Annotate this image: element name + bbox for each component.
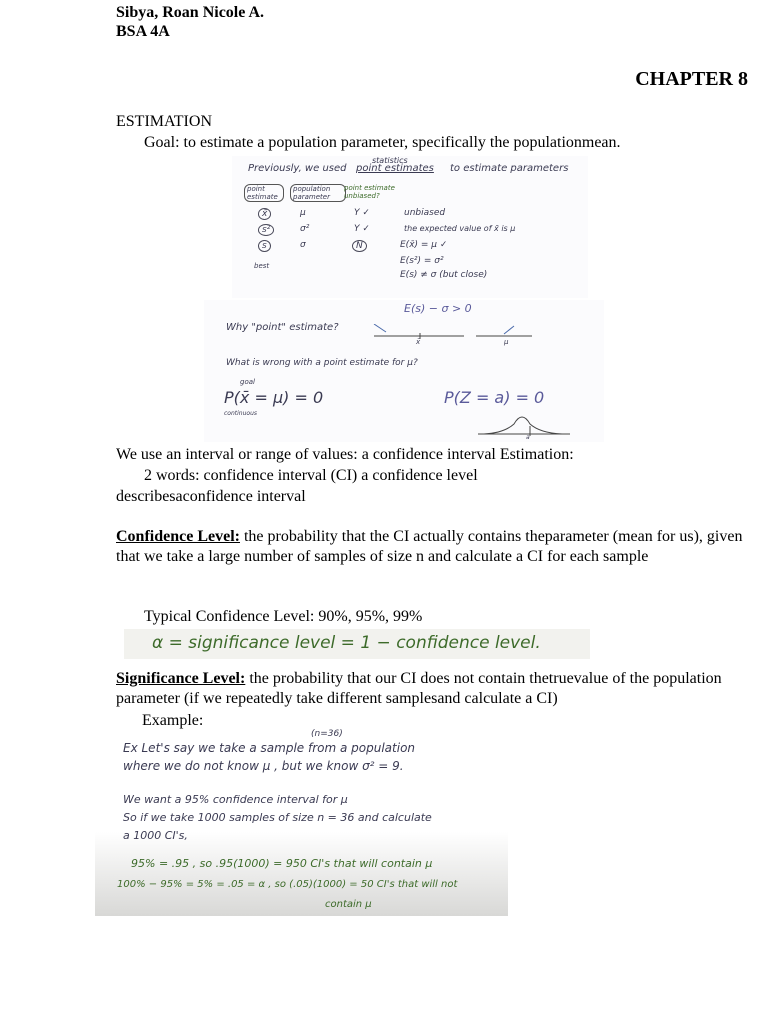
handwritten-alpha-formula <box>124 629 590 659</box>
note-symbol: best <box>254 262 270 270</box>
note-symbol: σ <box>300 240 306 250</box>
example-line: 95% = .95 , so .95(1000) = 950 CI's that will contain μ <box>131 857 433 870</box>
significance-level-definition: the probability that our CI does not contain thetruevalue of the population parameter (if we repeatedly take different samplesand calculate a CI) <box>116 670 722 707</box>
note-symbol: σ² <box>300 224 310 234</box>
note-symbol: E(x̄) = μ ✓ <box>400 240 448 250</box>
interval-line-2: 2 words: confidence interval (CI) a confidence level <box>144 467 478 484</box>
note-equation: P(Z = a) = 0 <box>444 388 545 407</box>
note-col-label: point estimate <box>244 184 284 202</box>
note-line: to estimate parameters <box>450 163 569 174</box>
note-tag: continuous <box>224 410 257 417</box>
estimation-heading: ESTIMATION <box>116 113 212 130</box>
note-symbol: μ <box>300 208 306 218</box>
handwritten-note-point-estimates <box>232 156 588 298</box>
interval-line-3: describesaconfidence interval <box>116 488 306 505</box>
student-name: Sibya, Roan Nicole A. <box>116 4 265 21</box>
note-equation: P(x̄ = μ) = 0 <box>224 388 324 407</box>
note-symbol: unbiased <box>404 208 446 218</box>
note-symbol: the expected value of x̄ is μ <box>404 224 516 233</box>
note-symbol: s² <box>258 224 274 236</box>
note-symbol: Y ✓ <box>354 224 370 234</box>
example-line: a 1000 CI's, <box>123 829 188 842</box>
note-symbol: μ <box>504 338 509 346</box>
confidence-level-paragraph <box>116 527 756 567</box>
example-line: where we do not know μ , but we know σ² = 9. <box>123 759 404 773</box>
note-line: Previously, we used <box>248 163 347 174</box>
note-equation: E(s) − σ > 0 <box>404 302 472 315</box>
example-tag: (n=36) <box>311 729 343 739</box>
number-line-diagram <box>364 324 564 348</box>
note-question: Why "point" estimate? <box>226 322 339 333</box>
note-symbol: E(s²) = σ² <box>400 256 444 266</box>
note-symbol: a <box>526 434 530 441</box>
note-symbol: E(s) ≠ σ (but close) <box>400 270 488 280</box>
example-line: So if we take 1000 samples of size n = 36 and calculate <box>123 811 432 824</box>
student-section: BSA 4A <box>116 23 170 40</box>
handwritten-example <box>95 729 508 916</box>
note-small-label: statistics <box>372 156 408 165</box>
significance-level-term: Significance Level: <box>116 670 246 687</box>
significance-level-paragraph <box>116 669 756 709</box>
estimation-goal: Goal: to estimate a population parameter, specifically the populationmean. <box>144 134 621 151</box>
note-symbol: x̄ <box>258 208 271 220</box>
confidence-level-definition: the probability that the CI actually contains theparameter (mean for us), given that we take a large number of samples of size n and calculate a CI for each sample <box>116 528 743 565</box>
note-symbol: N <box>352 240 367 252</box>
note-question: What is wrong with a point estimate for μ? <box>226 358 418 368</box>
note-col-label: point estimate unbiased? <box>344 184 395 200</box>
note-line: point estimates <box>356 163 434 174</box>
note-col-label: population parameter <box>290 184 346 202</box>
note-tag: goal <box>240 378 255 386</box>
alpha-formula-text: α = significance level = 1 − confidence level. <box>152 633 541 653</box>
example-line: 100% − 95% = 5% = .05 = α , so (.05)(1000) = 50 CI's that will not <box>117 879 458 890</box>
example-line: contain μ <box>325 899 372 910</box>
example-label: Example: <box>142 712 204 729</box>
confidence-level-term: Confidence Level: <box>116 528 240 545</box>
chapter-title: CHAPTER 8 <box>635 68 748 90</box>
note-symbol: s <box>258 240 271 252</box>
note-symbol: x̄ <box>416 338 421 346</box>
handwritten-note-point-estimate-problem <box>204 300 604 442</box>
example-line: Ex Let's say we take a sample from a population <box>123 741 416 755</box>
note-symbol: Y ✓ <box>354 208 370 218</box>
bell-curve-diagram <box>474 406 574 440</box>
typical-confidence-levels: Typical Confidence Level: 90%, 95%, 99% <box>144 608 423 625</box>
example-line: We want a 95% confidence interval for μ <box>123 793 348 806</box>
interval-line-1: We use an interval or range of values: a confidence interval Estimation: <box>116 446 574 463</box>
